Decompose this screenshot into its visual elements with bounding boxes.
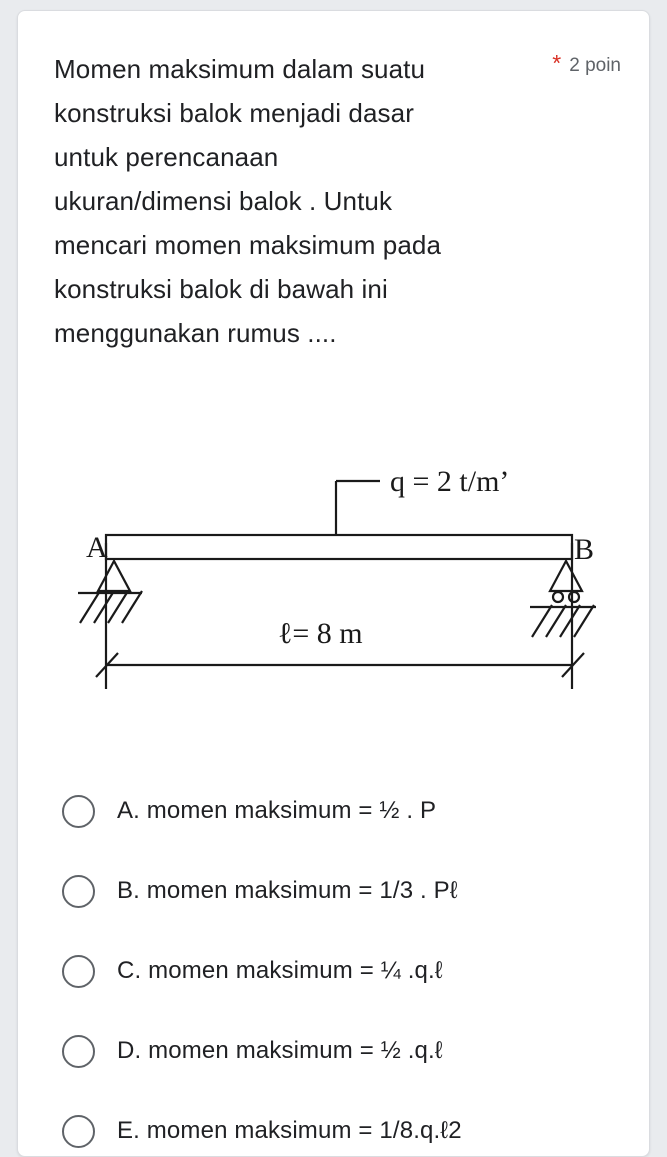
- option-a-label: A. momen maksimum = ½ . P: [117, 797, 437, 824]
- question-card: [17, 10, 650, 1157]
- radio-icon-b[interactable]: [62, 875, 95, 908]
- option-c-label: C. momen maksimum = ¼ .q.ℓ: [117, 957, 443, 984]
- question-header: [18, 11, 649, 355]
- support-right-label: B: [574, 533, 595, 566]
- options-list: [18, 771, 650, 1157]
- load-label: q = 2 t/m’: [390, 465, 510, 498]
- radio-icon-a[interactable]: [62, 795, 95, 828]
- option-d[interactable]: [62, 1011, 650, 1091]
- beam-diagram-svg: [18, 393, 650, 693]
- option-d-label: D. momen maksimum = ½ .q.ℓ: [117, 1037, 443, 1064]
- points-label: 2 poin: [569, 55, 621, 76]
- option-e-label: E. momen maksimum = 1/8.q.ℓ2: [117, 1117, 462, 1144]
- radio-icon-e[interactable]: [62, 1115, 95, 1148]
- radio-icon-c[interactable]: [62, 955, 95, 988]
- required-asterisk-icon: *: [552, 50, 562, 76]
- support-left-label: A: [86, 531, 108, 564]
- points-container: [552, 50, 621, 77]
- option-c[interactable]: [62, 931, 650, 1011]
- option-b[interactable]: [62, 851, 650, 931]
- option-e[interactable]: [62, 1091, 650, 1157]
- beam-diagram: [18, 393, 650, 693]
- question-text: Momen maksimum dalam suatu konstruksi balok menjadi dasar untuk perencanaan ukuran/dimensi balok . Untuk mencari momen maksimum pada konstruksi balok di bawah ini menggunakan rumus ....: [54, 54, 449, 348]
- option-b-label: B. momen maksimum = 1/3 . Pℓ: [117, 877, 458, 904]
- radio-icon-d[interactable]: [62, 1035, 95, 1068]
- option-a[interactable]: [62, 771, 650, 851]
- span-label: ℓ= 8 m: [278, 617, 363, 650]
